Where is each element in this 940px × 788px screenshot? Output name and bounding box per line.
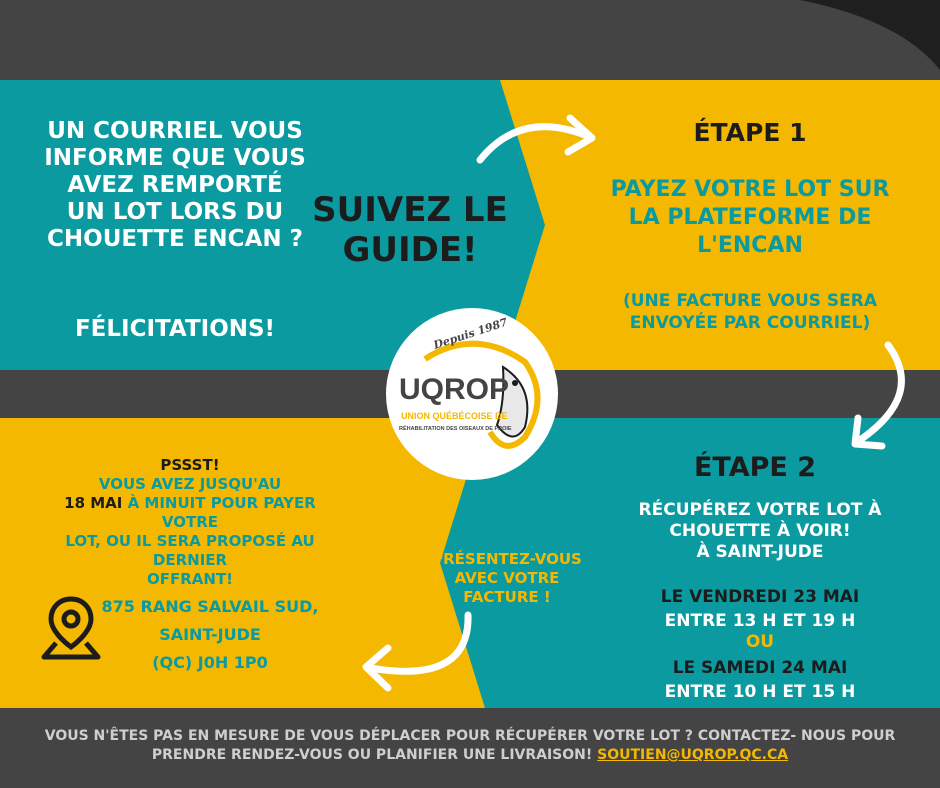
present-line: AVEC VOTRE [454, 569, 560, 587]
present-invoice-text [412, 550, 602, 607]
guide-line1: SUIVEZ LE [312, 190, 508, 230]
address-block [100, 593, 320, 677]
intro-line: UN COURRIEL VOUS [47, 118, 303, 144]
intro-line: UN LOT LORS DU [66, 199, 284, 225]
logo-subtitle-2: RÉHABILITATION DES OISEAUX DE PROIE [399, 426, 512, 432]
psst-notice [40, 456, 340, 589]
guide-heading [305, 190, 515, 270]
step1-note-line: ENVOYÉE PAR COURRIEL) [629, 313, 871, 333]
intro-line: CHOUETTE ENCAN ? [47, 226, 303, 252]
footer-line: PRENDRE RENDEZ-VOUS OU PLANIFIER UNE LIVRAISON! [151, 747, 598, 763]
address-line: (QC) J0H 1P0 [152, 653, 268, 672]
logo-subtitle-1: UNION QUÉBÉCOISE DE [401, 411, 508, 421]
psst-line: OFFRANT! [146, 570, 234, 588]
psst-line: LOT, OU IL SERA PROPOSÉ AU DERNIER [65, 532, 315, 569]
footer-contact [20, 727, 920, 765]
step2-date1: LE VENDREDI 23 MAI [660, 587, 860, 607]
step2-date1-block [620, 585, 900, 633]
step1-title: ÉTAPE 1 [693, 118, 807, 147]
step2-body [610, 500, 910, 563]
logo-name: UQROP [399, 373, 510, 406]
step2-date2-block [620, 656, 900, 704]
step1-body-line: LA PLATEFORME DE [628, 205, 872, 230]
psst-line: VOUS AVEZ JUSQU'AU [98, 475, 282, 493]
step2-time1: ENTRE 13 H ET 19 H [664, 611, 856, 631]
present-line: PRÉSENTEZ-VOUS [432, 550, 582, 568]
step2-body-line: CHOUETTE À VOIR! [669, 521, 851, 541]
intro-line: INFORME QUE VOUS [44, 145, 306, 171]
step2-or: OU [745, 632, 775, 652]
psst-title: PSSST! [160, 456, 220, 474]
intro-line: AVEZ REMPORTÉ [67, 172, 283, 198]
footer-line: VOUS N'ÊTES PAS EN MESURE DE VOUS DÉPLACER POUR RÉCUPÉRER VOTRE LOT ? CONTACTEZ- NOUS POUR [44, 728, 896, 744]
congrats-text: FÉLICITATIONS! [74, 316, 276, 342]
step2-body-line: RÉCUPÉREZ VOTRE LOT À [638, 500, 882, 520]
step1-body-line: L'ENCAN [697, 233, 803, 258]
step2-body-line: À SAINT-JUDE [696, 542, 824, 562]
intro-question [30, 118, 320, 253]
step2-time2: ENTRE 10 H ET 15 H [664, 682, 856, 702]
psst-deadline: 18 MAI [64, 494, 123, 512]
guide-line2: GUIDE! [342, 230, 478, 270]
logo-tagline: Depuis 1987 [431, 315, 510, 352]
support-email-link[interactable]: SOUTIEN@UQROP.QC.CA [597, 747, 789, 763]
step1-note [590, 290, 910, 334]
step2-date2: LE SAMEDI 24 MAI [672, 658, 848, 678]
psst-line: À MINUIT POUR PAYER VOTRE [122, 494, 316, 531]
step2-title: ÉTAPE 2 [693, 452, 817, 483]
address-line: 875 RANG SALVAIL SUD, [101, 597, 319, 616]
present-line: FACTURE ! [463, 588, 551, 606]
uqrop-logo [385, 307, 559, 481]
step1-note-line: (UNE FACTURE VOUS SERA [622, 291, 878, 311]
step1-body [585, 176, 915, 260]
address-line: SAINT-JUDE [159, 625, 261, 644]
step1-body-line: PAYEZ VOTRE LOT SUR [610, 177, 890, 202]
location-pin-icon [38, 595, 104, 661]
